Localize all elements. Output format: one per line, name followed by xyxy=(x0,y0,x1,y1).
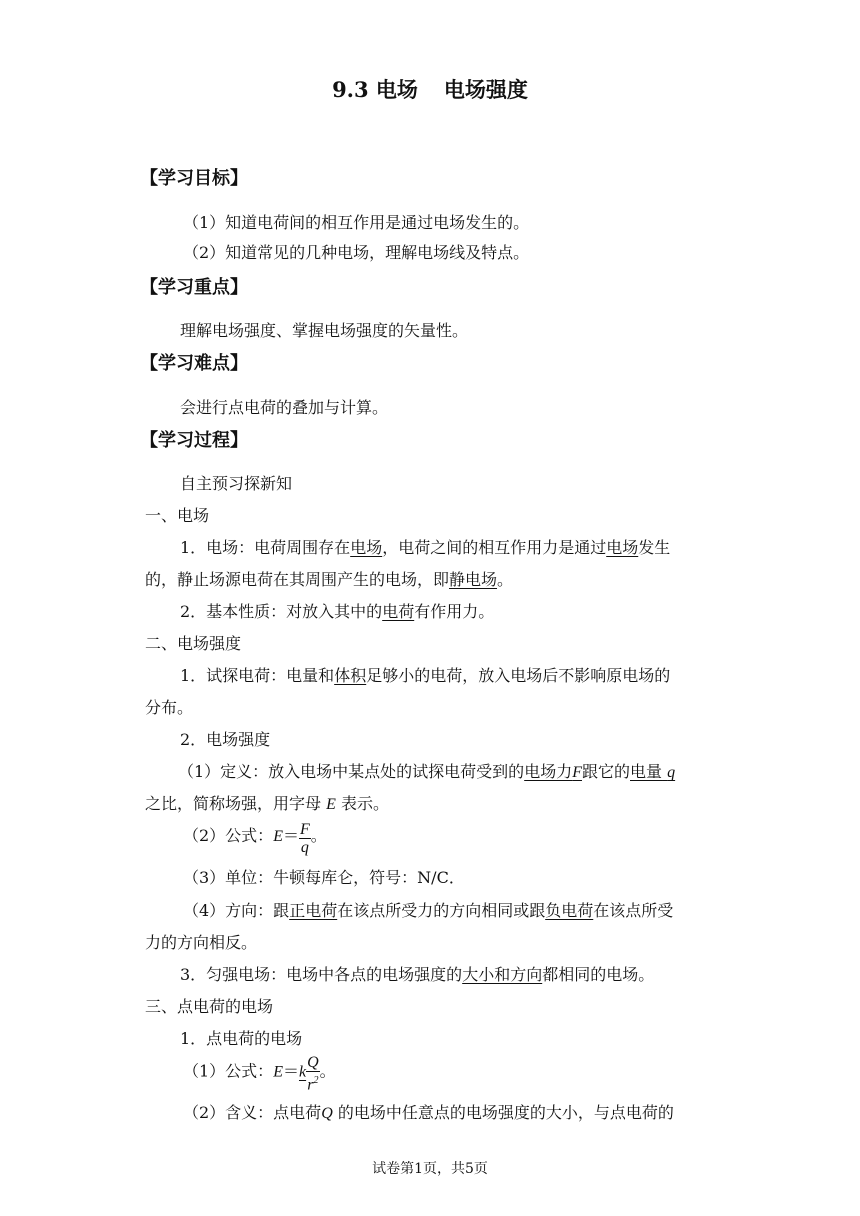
sec2-para1-line2: 分布。 xyxy=(145,698,194,717)
sec3-para1: 1．点电荷的电场 xyxy=(180,1029,303,1048)
formula-e-f-over-q: （2）公式：E＝ $\frac{F}{q}$ 。 xyxy=(183,820,327,856)
page-title xyxy=(0,74,860,104)
sec2-para2: 2．电场强度 xyxy=(180,730,271,749)
preview-text: 自主预习探新知 xyxy=(180,474,293,493)
section-2-title: 二、电场强度 xyxy=(145,634,242,653)
sec1-para2: 2．基本性质：对放入其中的电荷有作用力。 xyxy=(180,602,495,621)
goal-2: （2）知道常见的几种电场，理解电场线及特点。 xyxy=(183,243,530,262)
direction-line1: （4）方向：跟正电荷在该点所受力的方向相同或跟负电荷在该点所受 xyxy=(183,901,674,920)
sec2-para1-line1: 1．试探电荷：电量和体积足够小的电荷，放入电场后不影响原电场的 xyxy=(180,666,671,685)
difficult-text: 会进行点电荷的叠加与计算。 xyxy=(180,398,389,417)
sec1-para1-line2: 的，静止场源电荷在其周围产生的电场，即静电场。 xyxy=(145,570,514,589)
heading-key: 【学习重点】 xyxy=(140,277,248,298)
fraction-q-r2: $\frac{Q}{r^2}$ xyxy=(307,1054,319,1094)
heading-process: 【学习过程】 xyxy=(140,430,248,451)
sec1-para1-line1: 1．电场：电荷周围存在电场，电荷之间的相互作用力是通过电场发生 xyxy=(180,538,671,557)
heading-goal: 【学习目标】 xyxy=(140,168,248,189)
sec2-definition-line1: （1）定义：放入电场中某点处的试探电荷受到的电场力F跟它的电量 q xyxy=(178,762,676,781)
sec2-definition-line2: 之比，简称场强，用字母 E 表示。 xyxy=(145,794,389,813)
key-text: 理解电场强度、掌握电场强度的矢量性。 xyxy=(180,321,469,340)
section-1-title: 一、电场 xyxy=(145,506,210,525)
page-footer: 试卷第1页，共5页 xyxy=(372,1161,488,1177)
goal-1: （1）知道电荷间的相互作用是通过电场发生的。 xyxy=(183,213,530,232)
meaning-line: （2）含义：点电荷Q 的电场中任意点的电场强度的大小，与点电荷的 xyxy=(183,1103,674,1122)
title-part-2: 电场强度 xyxy=(443,77,528,102)
title-part-1: 9.3 电场 xyxy=(332,77,418,102)
heading-difficult: 【学习难点】 xyxy=(140,353,248,374)
fraction-f-q: $\frac{F}{q}$ xyxy=(299,820,310,856)
direction-line2: 力的方向相反。 xyxy=(145,933,258,952)
formula-e-kq-over-r2: （1）公式：E＝k $\frac{Q}{r^2}$ 。 xyxy=(183,1054,336,1094)
unit-line: （3）单位：牛顿每库仑，符号：N/C． xyxy=(183,868,465,887)
sec2-para3: 3．匀强电场：电场中各点的电场强度的大小和方向都相同的电场。 xyxy=(180,965,655,984)
section-3-title: 三、点电荷的电场 xyxy=(145,997,274,1016)
